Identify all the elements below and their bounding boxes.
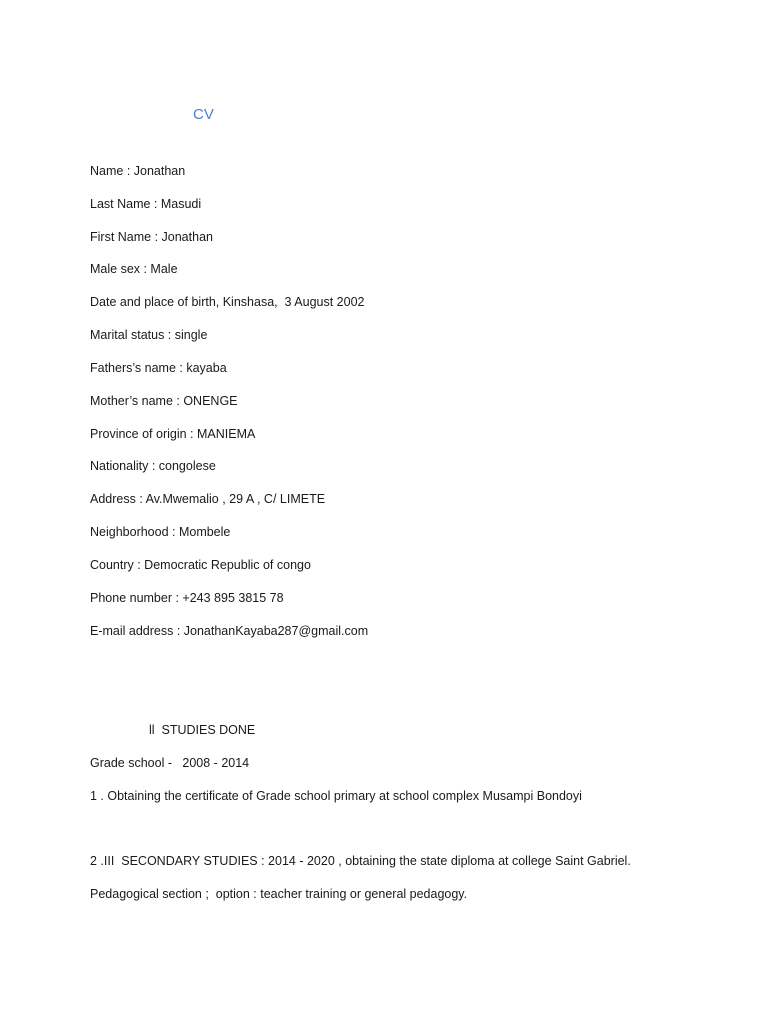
- studies-item-2-detail: Pedagogical section ; option : teacher training or general pedagogy.: [90, 887, 468, 901]
- info-mother-name: Mother’s name : ONENGE: [90, 394, 238, 408]
- info-birth: Date and place of birth, Kinshasa, 3 August 2002: [90, 295, 365, 309]
- info-father-name: Fathers’s name : kayaba: [90, 361, 227, 375]
- info-nationality: Nationality : congolese: [90, 459, 216, 473]
- info-address: Address : Av.Mwemalio , 29 A , C/ LIMETE: [90, 492, 326, 506]
- info-phone: Phone number : +243 895 3815 78: [90, 591, 284, 605]
- info-country: Country : Democratic Republic of congo: [90, 558, 311, 572]
- studies-item-2: 2 .III SECONDARY STUDIES : 2014 - 2020 , obtaining the state diploma at college Saint Gabriel.: [90, 854, 631, 868]
- info-province: Province of origin : MANIEMA: [90, 427, 256, 441]
- info-sex: Male sex : Male: [90, 262, 178, 276]
- info-email: E-mail address : JonathanKayaba287@gmail.com: [90, 624, 369, 638]
- info-first-name: First Name : Jonathan: [90, 230, 213, 244]
- studies-grade-school: Grade school - 2008 - 2014: [90, 756, 250, 770]
- info-marital-status: Marital status : single: [90, 328, 208, 342]
- info-last-name: Last Name : Masudi: [90, 197, 202, 211]
- info-neighborhood: Neighborhood : Mombele: [90, 525, 231, 539]
- info-name: Name : Jonathan: [90, 164, 186, 178]
- studies-heading: ll STUDIES DONE: [149, 723, 256, 737]
- document-title: CV: [193, 106, 214, 123]
- studies-item-1: 1 . Obtaining the certificate of Grade school primary at school complex Musampi Bondoyi: [90, 789, 582, 803]
